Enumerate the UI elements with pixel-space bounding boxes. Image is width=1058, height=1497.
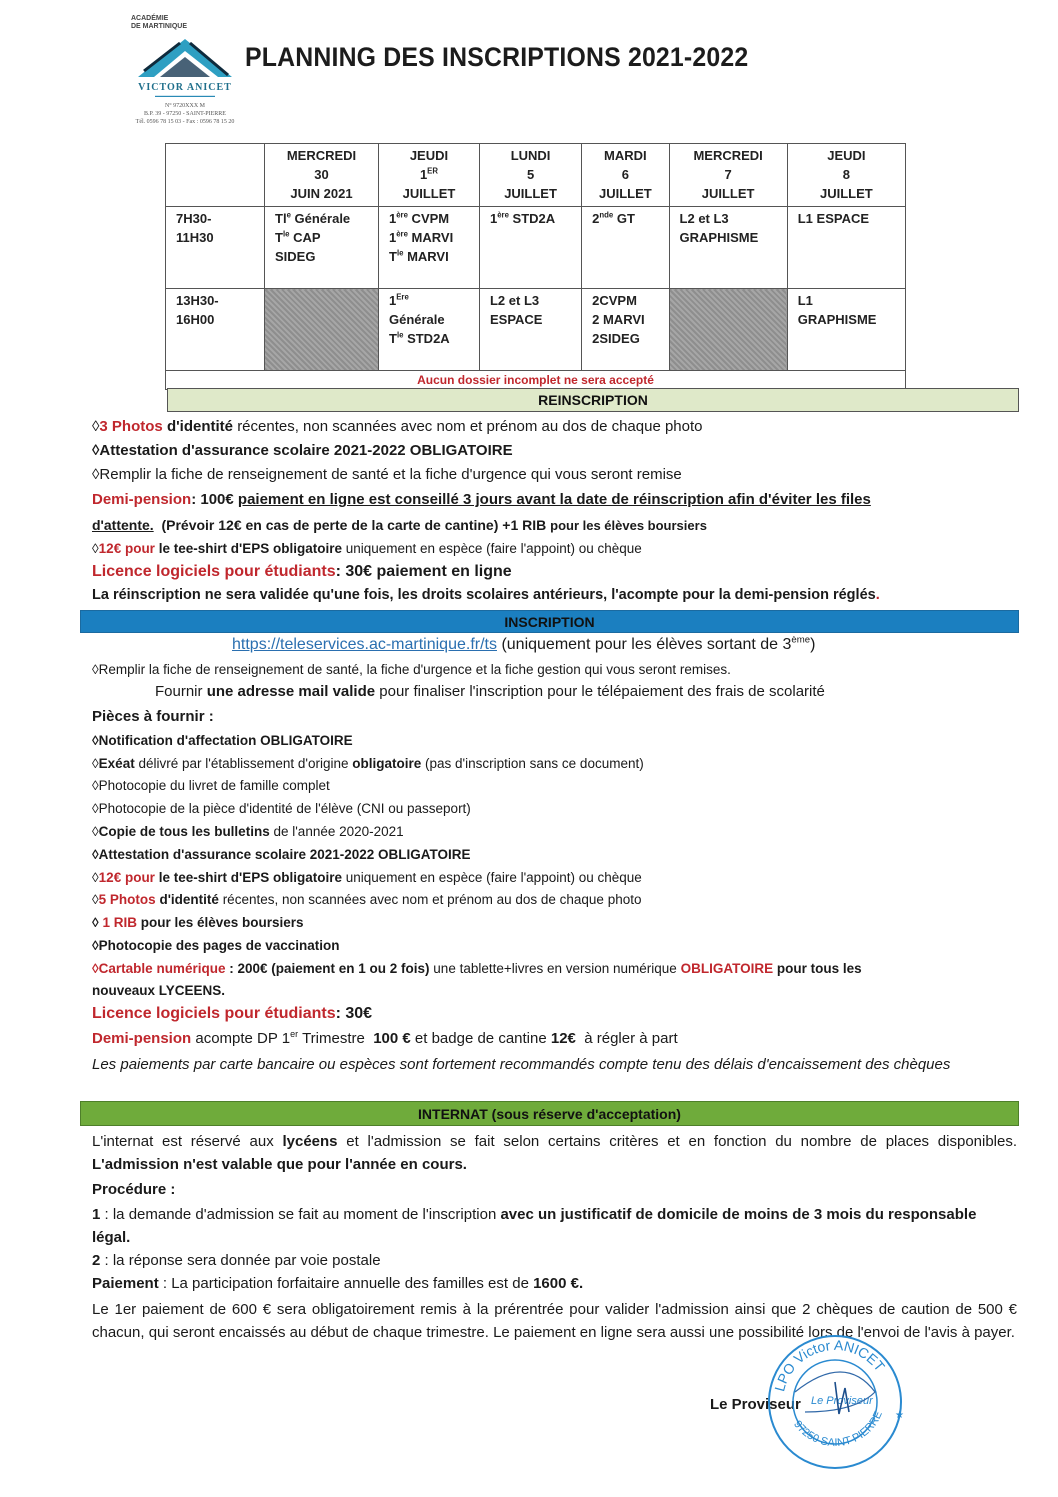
reinscription-demi-pension: Demi-pension: 100€ paiement en ligne est conseillé 3 jours avant la date de réinscription afin d'éviter les files xyxy=(92,491,871,508)
signature-label: Le Proviseur xyxy=(710,1396,801,1413)
svg-text:LPO Victor ANICET: LPO Victor ANICET xyxy=(771,1336,889,1394)
class-label: 2SIDEG xyxy=(592,331,640,346)
class-label: Tl$^e$ Générale xyxy=(275,210,351,226)
inscription-mail: Fournir une adresse mail valide pour finaliser l'inscription pour le télépaiement des frais de scolarité xyxy=(155,683,825,700)
schedule-cell xyxy=(479,207,581,289)
table-row xyxy=(166,207,906,289)
piece-cartable-2: nouveaux LYCEENS. xyxy=(92,983,226,998)
procedure-title: Procédure : xyxy=(92,1181,176,1198)
time-slot: 13H30- 16H00 xyxy=(166,289,265,371)
column-header: MARDI 6 JUILLET xyxy=(582,144,669,207)
piece-bulletins: ◊Copie de tous les bulletins de l'année 2020-2021 xyxy=(92,824,404,839)
triangle-logo-icon xyxy=(130,35,240,81)
inscription-header: INSCRIPTION xyxy=(80,610,1019,633)
procedure-step-2: 2 : la réponse sera donnée par voie postale xyxy=(92,1252,381,1269)
class-label: ESPACE xyxy=(489,312,543,327)
piece-identite: ◊Photocopie de la pièce d'identité de l'élève (CNI ou passeport) xyxy=(92,801,471,816)
piece-assurance: ◊Attestation d'assurance scolaire 2021-2022 OBLIGATOIRE xyxy=(92,847,471,862)
reinscription-validation: La réinscription ne sera validée qu'une fois, les droits scolaires antérieurs, l'acompte pour la demi-pension réglés. xyxy=(92,587,880,603)
schedule-cell xyxy=(787,207,905,289)
notice-row xyxy=(166,371,906,390)
class-label: Générale xyxy=(388,312,445,327)
column-header: MERCREDI 30 JUIN 2021 xyxy=(265,144,379,207)
piece-cartable: ◊Cartable numérique : 200€ (paiement en 1 ou 2 fois) une tablette+livres en version numérique OBLIGATOIRE pour tous les xyxy=(92,961,862,976)
corner-cell xyxy=(166,144,265,207)
piece-vaccination: ◊Photocopie des pages de vaccination xyxy=(92,938,340,953)
procedure-step-1: 1 : la demande d'admission se fait au moment de l'inscription avec un justificatif de domicile de moins de 3 mois du responsable légal. xyxy=(92,1206,977,1246)
schedule-cell xyxy=(582,207,669,289)
reinscription-demi-pension-2: d'attente. (Prévoir 12€ en cas de perte de la carte de cantine) +1 RIB pour les élèves boursiers xyxy=(92,517,707,533)
column-header: LUNDI 5 JUILLET xyxy=(479,144,581,207)
class-label: L2 et L3 xyxy=(489,293,540,308)
column-header: JEUDI 8 JUILLET xyxy=(787,144,905,207)
inscription-licence: Licence logiciels pour étudiants: 30€ xyxy=(92,1005,373,1022)
reinscription-assurance: ◊Attestation d'assurance scolaire 2021-2022 OBLIGATOIRE xyxy=(92,442,513,459)
inscription-url-line: https://teleservices.ac-martinique.fr/ts (uniquement pour les élèves sortant de 3ème) xyxy=(232,634,816,653)
class-label: L1 ESPACE xyxy=(797,211,870,226)
reinscription-header: REINSCRIPTION xyxy=(167,388,1019,412)
piece-tshirt: ◊12€ pour le tee-shirt d'EPS obligatoire uniquement en espèce (faire l'appoint) ou chèque xyxy=(92,870,642,885)
svg-text:97250 SAINT PIERRE: 97250 SAINT PIERRE xyxy=(791,1409,885,1450)
schedule-cell xyxy=(265,207,379,289)
reinscription-tshirt: ◊12€ pour le tee-shirt d'EPS obligatoire uniquement en espèce (faire l'appoint) ou chèque xyxy=(92,541,642,556)
column-header: JEUDI 1ER JUILLET xyxy=(378,144,479,207)
piece-exeat: ◊Exéat délivré par l'établissement d'origine obligatoire (pas d'inscription sans ce document) xyxy=(92,756,644,771)
column-header: MERCREDI 7 JUILLET xyxy=(669,144,787,207)
table-header-row xyxy=(166,144,906,207)
class-label: $T^{le}$ MARVI xyxy=(388,248,449,264)
class-label: GRAPHISME xyxy=(797,312,877,327)
class-label: 1ère CVPM xyxy=(388,210,450,226)
class-label: SIDEG xyxy=(275,249,316,264)
schedule-cell xyxy=(669,207,787,289)
teleservices-link[interactable]: https://teleservices.ac-martinique.fr/ts xyxy=(232,636,497,653)
school-name: VICTOR ANICET xyxy=(138,82,232,93)
time-slot: 7H30- 11H30 xyxy=(166,207,265,289)
svg-text:Le Proviseur: Le Proviseur xyxy=(811,1395,873,1407)
unavailable-slot xyxy=(669,289,787,371)
inscription-demi-pension: Demi-pension acompte DP 1er Trimestre 100 € et badge de cantine 12€ à régler à part xyxy=(92,1029,678,1047)
schedule-cell xyxy=(787,289,905,371)
page-title: PLANNING DES INSCRIPTIONS 2021-2022 xyxy=(245,42,749,72)
schedule-cell xyxy=(479,289,581,371)
class-label: $T^{le}$ STD2A xyxy=(388,330,450,346)
logo-subtitle: ▬▬▬▬▬▬▬▬▬▬▬▬▬▬▬ xyxy=(155,93,215,98)
incomplete-notice: Aucun dossier incomplet ne sera accepté xyxy=(166,371,906,390)
schedule-cell xyxy=(378,289,479,371)
reinscription-photos: ◊3 Photos d'identité récentes, non scannées avec nom et prénom au dos de chaque photo xyxy=(92,418,703,435)
class-label: 1Ere xyxy=(388,292,409,308)
unavailable-slot xyxy=(265,289,379,371)
table-row xyxy=(166,289,906,371)
class-label: 2 MARVI xyxy=(592,312,645,327)
class-label: 1ère STD2A xyxy=(489,210,556,226)
reinscription-licence: Licence logiciels pour étudiants: 30€ paiement en ligne xyxy=(92,563,512,580)
internat-header: INTERNAT (sous réserve d'acceptation) xyxy=(80,1101,1019,1126)
class-label: 2CVPM xyxy=(592,293,637,308)
piece-notification: ◊Notification d'affectation OBLIGATOIRE xyxy=(92,733,353,748)
piece-rib: ◊ 1 RIB pour les élèves boursiers xyxy=(92,915,304,930)
internat-paiement-detail: Le 1er paiement de 600 € sera obligatoirement remis à la prérentrée pour valider l'admission ainsi que 2 chèques de caution de 500 € chacun, qui seront encaissés au début de chaque trimestre. Le paiement en ligne sera aussi une possibilité lors de l'envoi de l'avis à payer. xyxy=(92,1301,1017,1341)
svg-text:★: ★ xyxy=(895,1410,904,1421)
paiements-note: Les paiements par carte bancaire ou espèces sont fortement recommandés compte tenu des délais d'encaissement des chèques xyxy=(92,1056,951,1073)
pieces-title: Pièces à fournir : xyxy=(92,708,214,725)
internat-intro: L'internat est réservé aux lycéens et l'admission se fait selon certains critères et en fonction du nombre de places disponibles. L'admission n'est valable que pour l'année en cours. xyxy=(92,1133,1018,1173)
internat-paiement: Paiement : La participation forfaitaire annuelle des familles est de 1600 €. xyxy=(92,1275,584,1292)
class-label: $T^{le}$ CAP xyxy=(275,229,321,245)
class-label: GRAPHISME xyxy=(679,230,759,245)
piece-photos: ◊5 Photos d'identité récentes, non scannées avec nom et prénom au dos de chaque photo xyxy=(92,892,642,907)
inscription-fiche: ◊Remplir la fiche de renseignement de santé, la fiche d'urgence et la fiche gestion qui vous seront remises. xyxy=(92,662,731,677)
piece-livret: ◊Photocopie du livret de famille complet xyxy=(92,778,330,793)
academy-name: ACADÉMIE DE MARTINIQUE xyxy=(131,15,187,30)
reinscription-fiche: ◊Remplir la fiche de renseignement de santé et la fiche d'urgence qui vous seront remise xyxy=(92,466,682,483)
school-stamp-icon xyxy=(765,1332,905,1472)
schedule-cell xyxy=(378,207,479,289)
class-label: 2nde GT xyxy=(592,210,635,226)
schedule-cell xyxy=(582,289,669,371)
school-address: N° 9720XXX M B.P. 39 - 97250 - SAINT-PIERRE Tél. 0596 78 15 03 - Fax : 0596 78 15 20 xyxy=(135,103,235,125)
schedule-table xyxy=(165,143,906,390)
class-label: 1ère MARVI xyxy=(388,229,454,245)
class-label: L2 et L3 xyxy=(679,211,729,226)
class-label: L1 xyxy=(797,293,813,308)
